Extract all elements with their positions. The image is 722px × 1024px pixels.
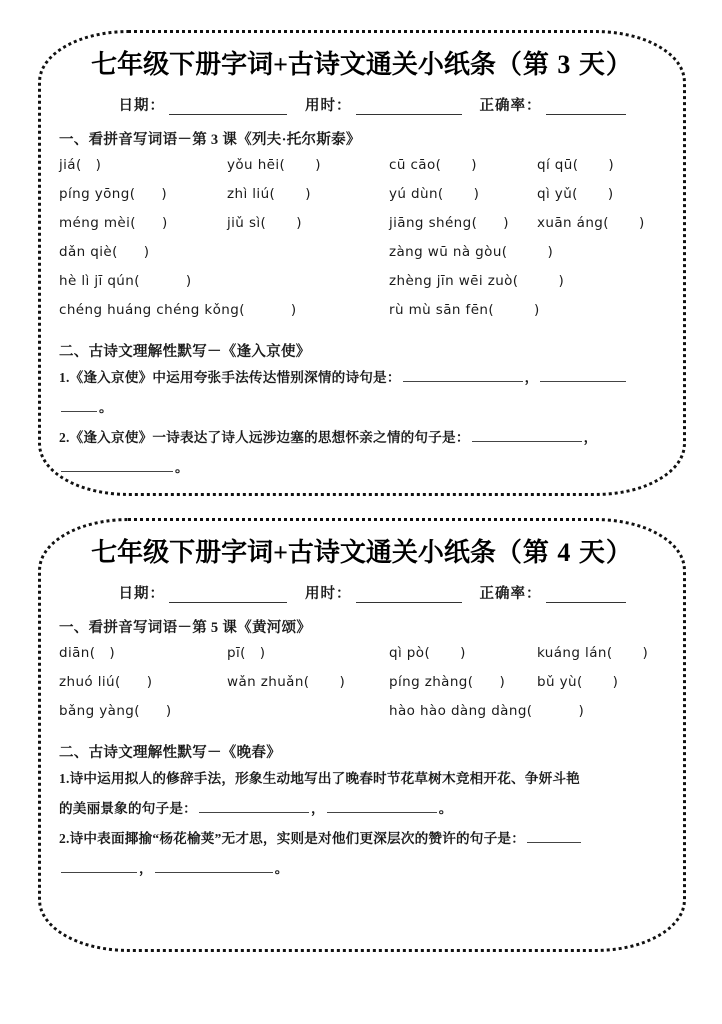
pinyin-answer-cell[interactable] (389, 157, 477, 173)
pinyin-text: qì yǔ( (537, 185, 578, 202)
pinyin-paren-close: ) (143, 243, 150, 260)
pinyin-text: zhì liú( (227, 185, 276, 202)
pinyin-paren-close: ) (290, 301, 297, 318)
question-item (59, 363, 665, 423)
pinyin-text: jiá( (59, 156, 82, 173)
pinyin-paren-close: ) (95, 156, 101, 173)
pinyin-answer-cell[interactable] (227, 674, 345, 690)
question-text: 1.《逢入京使》中运用夸张手法传达惜别深情的诗句是： (59, 369, 401, 385)
question-line (59, 764, 665, 794)
pinyin-answer-cell[interactable] (537, 674, 618, 690)
accuracy-label: 正确率： (479, 585, 542, 602)
pinyin-text: bǎng yàng( (59, 702, 140, 719)
pinyin-answer-cell[interactable] (537, 157, 614, 173)
pinyin-text: zàng wū nà gòu( (389, 243, 508, 260)
pinyin-text: zhèng jīn wēi zuò( (389, 272, 519, 289)
pinyin-paren-close: ) (305, 185, 311, 202)
pinyin-text: xuān áng( (537, 214, 609, 231)
accuracy-label: 正确率： (479, 97, 542, 114)
pinyin-answer-cell[interactable] (537, 186, 613, 202)
pinyin-text: rù mù sān fēn( (389, 301, 495, 318)
pinyin-paren-close: ) (547, 243, 553, 260)
worksheet-card (38, 518, 686, 952)
pinyin-text: jiǔ sì( (227, 214, 267, 231)
pinyin-paren-close: ) (471, 156, 477, 173)
sentence-period: 。 (274, 860, 289, 876)
pinyin-text: qí qū( (537, 156, 579, 173)
accuracy-input-blank[interactable] (546, 99, 626, 115)
section-heading-pinyin: 一、看拼音写词语－第 5 课《黄河颂》 (59, 619, 312, 636)
pinyin-paren-close: ) (165, 702, 172, 719)
meta-row (59, 94, 665, 115)
pinyin-text: kuáng lán( (537, 644, 613, 661)
pinyin-paren-close: ) (185, 272, 192, 289)
date-input-blank[interactable] (169, 99, 287, 115)
blank-separator-comma: ， (139, 860, 153, 876)
question-line (59, 453, 665, 483)
pinyin-row (59, 153, 665, 182)
pinyin-text: pī( (227, 644, 246, 661)
answer-blank[interactable] (527, 828, 581, 843)
time-label: 用时： (305, 97, 352, 114)
blank-separator-comma: ， (583, 429, 598, 445)
pinyin-paren-close: ) (109, 644, 115, 661)
pinyin-text: wǎn zhuǎn( (227, 673, 310, 690)
pinyin-paren-close: ) (612, 673, 618, 690)
pinyin-row (59, 641, 665, 670)
time-label: 用时： (305, 585, 352, 602)
time-input-blank[interactable] (356, 99, 462, 115)
pinyin-row (59, 211, 665, 240)
answer-blank[interactable] (472, 427, 582, 442)
pinyin-text: yǒu hēi( (227, 156, 286, 173)
question-text: 2.诗中表面揶揄“杨花榆荚”无才思，实则是对他们更深层次的赞许的句子是： (59, 830, 525, 846)
pinyin-grid (59, 641, 665, 728)
pinyin-text: méng mèi( (59, 214, 136, 231)
section-heading-pinyin: 一、看拼音写词语－第 3 课《列夫·托尔斯泰》 (59, 131, 361, 148)
pinyin-row (59, 240, 665, 269)
pinyin-paren-close: ) (161, 185, 167, 202)
pinyin-answer-cell[interactable] (59, 273, 191, 289)
pinyin-answer-cell[interactable] (227, 186, 311, 202)
section-heading-dictation: 二、古诗文理解性默写－《晚春》 (59, 744, 281, 761)
pinyin-row (59, 182, 665, 211)
pinyin-answer-cell[interactable] (389, 674, 505, 690)
question-text: 的美丽景象的句子是： (59, 800, 197, 816)
pinyin-answer-cell[interactable] (59, 244, 149, 260)
answer-blank[interactable] (403, 367, 523, 382)
pinyin-answer-cell[interactable] (59, 703, 171, 719)
date-label: 日期： (118, 97, 165, 114)
pinyin-text: yú dùn( (389, 185, 444, 202)
pinyin-answer-cell[interactable] (537, 215, 644, 231)
pinyin-answer-cell[interactable] (59, 215, 167, 231)
pinyin-text: zhuó liú( (59, 673, 121, 690)
worksheet-card (38, 30, 686, 496)
card-title (59, 539, 665, 568)
pinyin-answer-cell[interactable] (227, 645, 265, 661)
pinyin-answer-cell[interactable] (59, 186, 167, 202)
pinyin-paren-close: ) (460, 644, 466, 661)
pinyin-text: qì pò( (389, 644, 431, 661)
pinyin-answer-cell[interactable] (389, 302, 539, 318)
card-title (59, 51, 665, 80)
pinyin-text: hào hào dàng dàng( (389, 702, 533, 719)
pinyin-text: hè lì jī qún( (59, 272, 140, 289)
pinyin-answer-cell[interactable] (59, 674, 152, 690)
pinyin-paren-close: ) (558, 272, 564, 289)
card-title-day: （第 4 天） (495, 538, 633, 567)
blank-separator-comma: ， (310, 800, 325, 816)
question-text: 1.诗中运用拟人的修辞手法，形象生动地写出了晚春时节花草树木竞相开花、争妍斗艳 (59, 770, 580, 786)
date-input-blank[interactable] (169, 587, 287, 603)
blank-separator-comma: ， (524, 369, 539, 385)
pinyin-paren-close: ) (499, 673, 505, 690)
question-line (59, 423, 665, 453)
pinyin-paren-close: ) (638, 214, 645, 231)
pinyin-answer-cell[interactable] (389, 645, 465, 661)
pinyin-text: bǔ yù( (537, 673, 583, 690)
pinyin-paren-close: ) (161, 214, 168, 231)
meta-row (59, 582, 665, 603)
pinyin-paren-close: ) (607, 185, 614, 202)
pinyin-grid (59, 153, 665, 327)
pinyin-paren-close: ) (534, 301, 540, 318)
question-text: 2.《逢入京使》一诗表达了诗人远涉边塞的思想怀亲之情的句子是： (59, 429, 470, 445)
date-label: 日期： (118, 585, 165, 602)
question-list (59, 764, 665, 884)
answer-blank[interactable] (199, 798, 309, 813)
card-title-main: 七年级下册字词+古诗文通关小纸条 (91, 50, 496, 79)
question-item (59, 423, 665, 483)
pinyin-paren-close: ) (315, 156, 321, 173)
question-line (59, 794, 665, 824)
question-item (59, 824, 665, 884)
pinyin-row (59, 699, 665, 728)
pinyin-paren-close: ) (608, 156, 614, 173)
pinyin-text: jiāng shéng( (389, 214, 478, 231)
pinyin-answer-cell[interactable] (389, 215, 509, 231)
pinyin-row (59, 269, 665, 298)
pinyin-paren-close: ) (503, 214, 509, 231)
pinyin-paren-close: ) (339, 673, 345, 690)
answer-blank[interactable] (61, 457, 173, 472)
pinyin-text: diān( (59, 644, 96, 661)
pinyin-text: píng zhàng( (389, 673, 474, 690)
pinyin-text: dǎn qiè( (59, 243, 118, 260)
card-title-main: 七年级下册字词+古诗文通关小纸条 (91, 538, 496, 567)
pinyin-text: píng yōng( (59, 185, 136, 202)
pinyin-answer-cell[interactable] (389, 186, 479, 202)
card-title-day: （第 3 天） (495, 50, 633, 79)
question-list (59, 363, 665, 483)
answer-blank[interactable] (540, 367, 626, 382)
pinyin-answer-cell[interactable] (227, 215, 301, 231)
pinyin-answer-cell[interactable] (227, 157, 320, 173)
question-line (59, 824, 665, 854)
question-line (59, 854, 665, 884)
pinyin-answer-cell[interactable] (389, 703, 584, 719)
pinyin-answer-cell[interactable] (389, 244, 553, 260)
pinyin-row (59, 670, 665, 699)
answer-blank[interactable] (61, 858, 137, 873)
pinyin-answer-cell[interactable] (537, 645, 648, 661)
pinyin-text: chéng huáng chéng kǒng( (59, 301, 245, 318)
answer-blank[interactable] (155, 858, 273, 873)
sentence-period: 。 (99, 399, 113, 415)
sentence-period: 。 (175, 459, 189, 475)
section-heading-dictation: 二、古诗文理解性默写－《逢入京使》 (59, 343, 311, 360)
question-line (59, 363, 665, 393)
pinyin-paren-close: ) (473, 185, 479, 202)
pinyin-row (59, 298, 665, 327)
pinyin-paren-close: ) (578, 702, 584, 719)
pinyin-text: cū cāo( (389, 156, 442, 173)
pinyin-answer-cell[interactable] (389, 273, 564, 289)
pinyin-paren-close: ) (296, 214, 302, 231)
pinyin-paren-close: ) (146, 673, 152, 690)
answer-blank[interactable] (61, 397, 97, 412)
accuracy-input-blank[interactable] (546, 587, 626, 603)
answer-blank[interactable] (327, 798, 437, 813)
pinyin-paren-close: ) (642, 644, 648, 661)
sentence-period: 。 (438, 800, 453, 816)
pinyin-answer-cell[interactable] (59, 157, 101, 173)
pinyin-answer-cell[interactable] (59, 302, 296, 318)
question-item (59, 764, 665, 824)
pinyin-answer-cell[interactable] (59, 645, 115, 661)
pinyin-paren-close: ) (259, 644, 266, 661)
time-input-blank[interactable] (356, 587, 462, 603)
question-line (59, 393, 665, 423)
